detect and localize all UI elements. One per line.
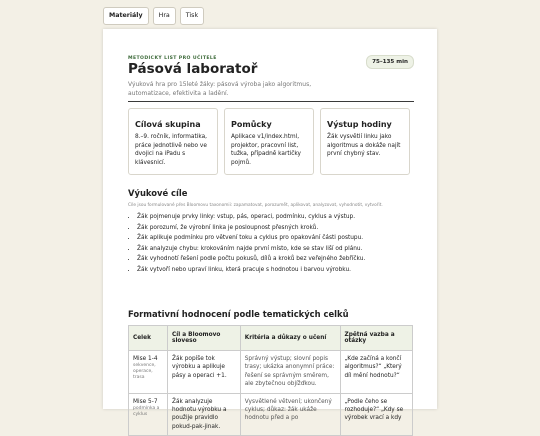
duration-badge: 75–135 min xyxy=(366,55,414,69)
list-item: • Žák vytvoří nebo upraví linku, která pracuje s hodnotou i barvou výrobku. xyxy=(137,265,365,276)
worksheet-page xyxy=(103,29,437,430)
goals-note: Cíle jsou formulované přes Bloomovu taxonomii: zapamatovat, porozumět, aplikovat, analyzovat, vyhodnotit, vytvořit. xyxy=(128,203,383,208)
card-title: Pomůcky xyxy=(231,120,272,129)
tab-hra[interactable]: Hra xyxy=(153,7,176,25)
celek-name: Mise 1-4 xyxy=(133,356,158,362)
goals-list xyxy=(128,212,365,275)
card-text: 8.–9. ročník, informatika, práce jednotlivě nebo ve dvojici na iPadu s klávesnicí. xyxy=(135,134,208,166)
tab-tisk[interactable]: Tisk xyxy=(180,7,204,25)
title-divider xyxy=(128,101,414,102)
card-target-group xyxy=(128,108,218,175)
table-row xyxy=(129,351,413,394)
page-lead: Výuková hra pro 15leté žáky: pásová výroba jako algoritmus, automatizace, efektivita a ladění. xyxy=(128,81,312,97)
card-text: Žák vysvětlí linku jako algoritmus a dokáže najít první chybný stav. xyxy=(327,134,401,157)
tab-materialy[interactable]: Materiály xyxy=(103,7,149,25)
toolbar-tabs xyxy=(103,7,204,25)
list-item: • Žák analyzuje chybu: krokováním najde první místo, kde se stav liší od plánu. xyxy=(137,244,365,255)
cell-zpetna: „Podle čeho se rozhoduje?“ „Kdy se výrobek vrací a kdy xyxy=(340,393,413,436)
cell-kriteria: Vysvětlené větvení; ukončený cyklus; důkaz: žák ukáže hodnotu před a po xyxy=(240,393,340,436)
cell-zpetna: „Kde začíná a končí algoritmus?“ „Který díl mění hodnotu?“ xyxy=(340,351,413,394)
assessment-table xyxy=(128,325,413,436)
card-title: Výstup hodiny xyxy=(327,120,392,129)
cell-cil: Žák popíše tok výrobku a aplikuje pásy a operaci +1. xyxy=(168,351,241,394)
card-title: Cílová skupina xyxy=(135,120,201,129)
celek-sub: podmínka a cyklus xyxy=(133,406,160,418)
cell-celek xyxy=(129,393,168,436)
card-text: Aplikace v1/index.html, projektor, pracovní list, tužka, případně kartičky pojmů. xyxy=(231,134,301,166)
table-header-row xyxy=(129,326,413,351)
list-item: • Žák vyhodnotí řešení podle počtu pokusů, dílů a kroků bez veřejného žebříčku. xyxy=(137,254,365,265)
card-materials xyxy=(224,108,314,175)
column-header: Celek xyxy=(129,326,168,351)
celek-sub: sekvence, operace, trasa xyxy=(133,363,156,381)
cell-celek xyxy=(129,351,168,394)
column-header: Zpětná vazba a otázky xyxy=(340,326,413,351)
goals-heading: Výukové cíle xyxy=(128,188,188,198)
eyebrow-label: METODICKÝ LIST PRO UČITELE xyxy=(128,56,217,61)
column-header: Cíl a Bloomovo sloveso xyxy=(168,326,241,351)
cell-cil: Žák analyzuje hodnotu výrobku a použije pravidlo pokud-pak-jinak. xyxy=(168,393,241,436)
table-row xyxy=(129,393,413,436)
list-item: • Žák porozumí, že výrobní linka je posloupnost přesných kroků. xyxy=(137,223,365,234)
list-item: • Žák pojmenuje prvky linky: vstup, pás, operaci, podmínku, cyklus a výstup. xyxy=(137,212,365,223)
cell-kriteria: Správný výstup; slovní popis trasy; ukázka anonymní práce: řešení se správným směrem, ale zbytečnou objížďkou. xyxy=(240,351,340,394)
card-outcome xyxy=(320,108,410,175)
list-item: • Žák aplikuje podmínku pro větvení toku a cyklus pro opakování části postupu. xyxy=(137,233,365,244)
assessment-heading: Formativní hodnocení podle tematických celků xyxy=(128,309,349,319)
celek-name: Mise 5-7 xyxy=(133,398,158,405)
page-title: Pásová laboratoř xyxy=(128,61,258,77)
info-cards xyxy=(128,108,410,175)
column-header: Kritéria a důkazy o učení xyxy=(240,326,340,351)
